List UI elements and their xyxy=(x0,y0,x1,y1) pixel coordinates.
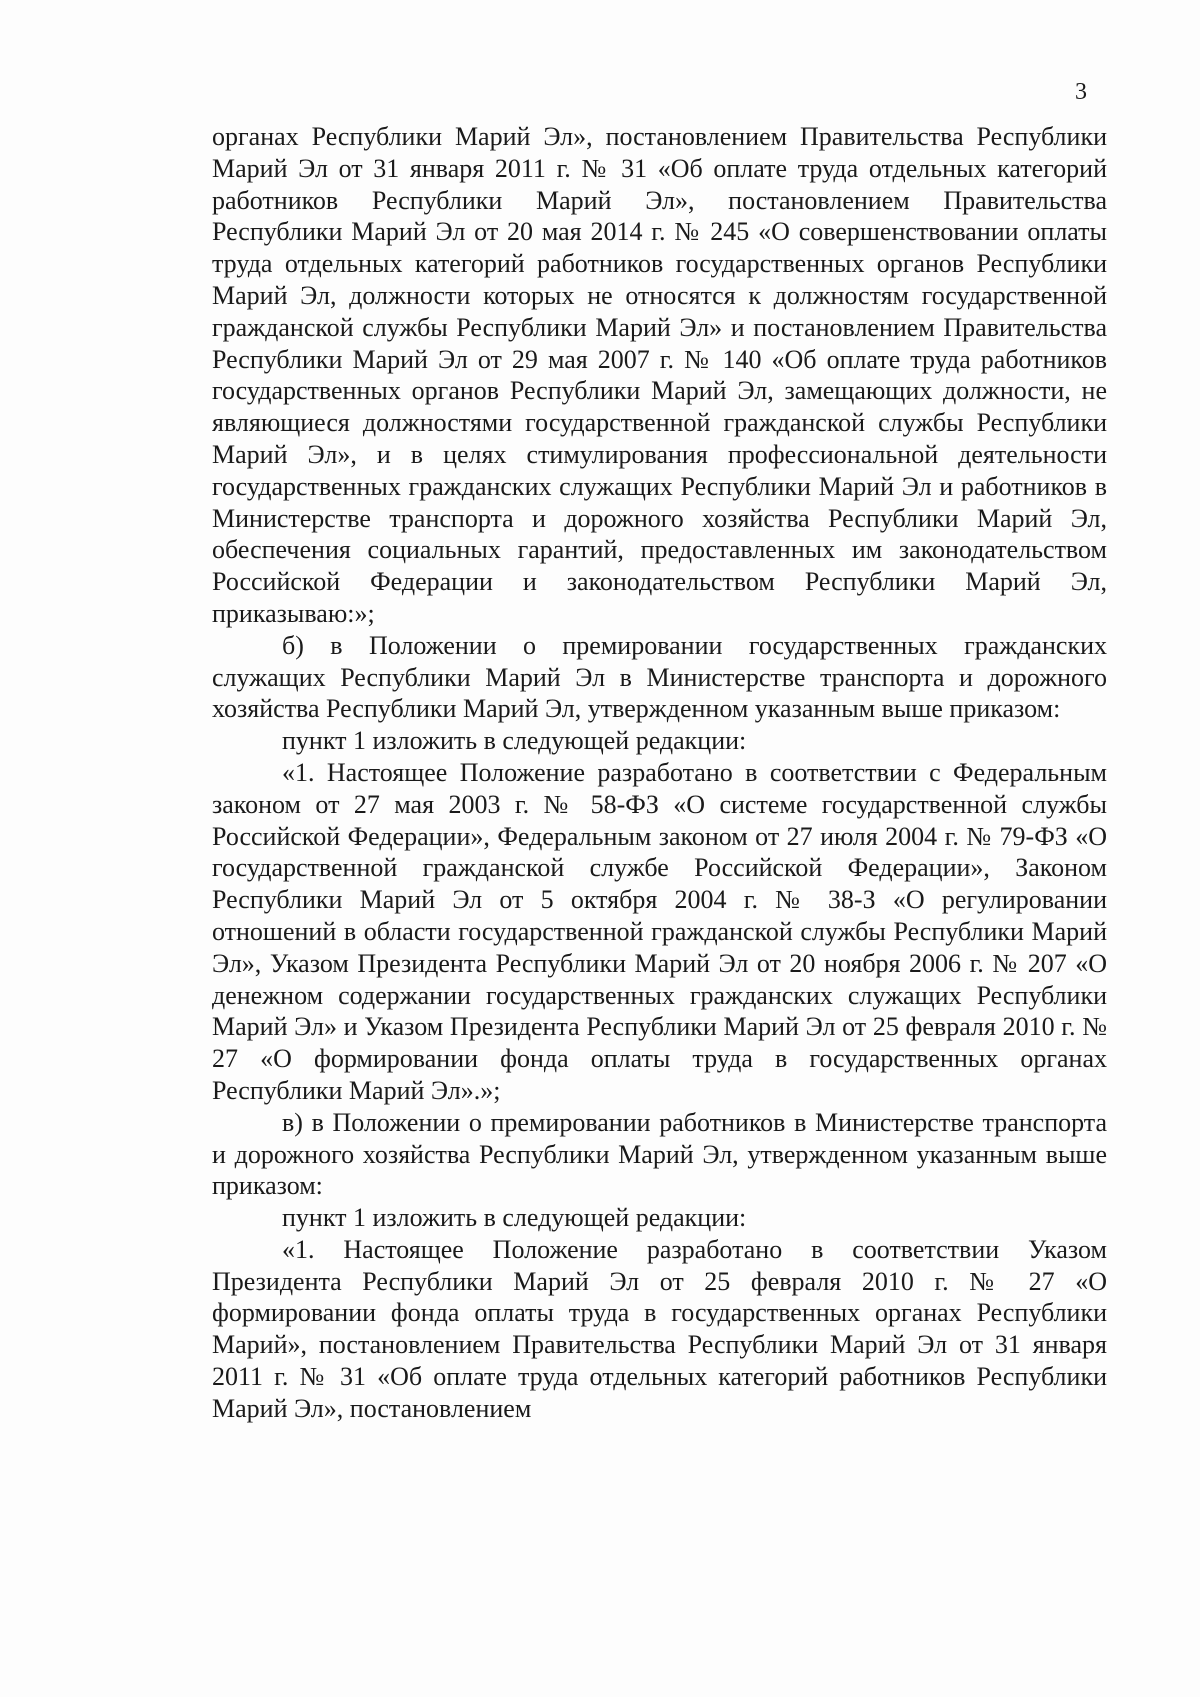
paragraph-point-1-instruction-2: пункт 1 изложить в следующей редакции: xyxy=(282,1203,747,1233)
document-body xyxy=(212,121,1107,1425)
page-number: 3 xyxy=(1075,79,1087,105)
paragraph-item-b: б) в Положении о премировании государственных гражданских служащих Республики Марий Эл в Министерстве транспорта и дорожного хозяйства Республики Марий Эл, утвержденном указанным выше приказом: xyxy=(212,630,1107,724)
paragraph-point-1-text-2: «1. Настоящее Положение разработано в соответствии Указом Президента Республики Марий Эл от 25 февраля 2010 г. № 27 «О формировании фонда оплаты труда в государственных органах Республики Марий», постановлением Правительства Республики Марий Эл от 31 января 2011 г. № 31 «Об оплате труда отдельных категорий работников Республики Марий Эл», постановлением xyxy=(212,1234,1107,1423)
paragraph-item-v: в) в Положении о премировании работников в Министерстве транспорта и дорожного хозяйства Республики Марий Эл, утвержденном указанным выше приказом: xyxy=(212,1107,1107,1201)
paragraph-point-1-text: «1. Настоящее Положение разработано в соответствии с Федеральным законом от 27 мая 2003 г. № 58-ФЗ «О системе государственной службы Российской Федерации», Федеральным законом от 27 июля 2004 г. № 79-ФЗ «О государственной гражданской службе Российской Федерации», Законом Республики Марий Эл от 5 октября 2004 г. № 38-З «О регулировании отношений в области государственной гражданской службы Республики Марий Эл», Указом Президента Республики Марий Эл от 20 ноября 2006 г. № 207 «О денежном содержании государственных гражданских служащих Республики Марий Эл» и Указом Президента Республики Марий Эл от 25 февраля 2010 г. № 27 «О формировании фонда оплаты труда в государственных органах Республики Марий Эл».»; xyxy=(212,757,1107,1105)
paragraph-preamble-continuation: органах Республики Марий Эл», постановлением Правительства Республики Марий Эл от 31 января 2011 г. № 31 «Об оплате труда отдельных категорий работников Республики Марий Эл», постановлением Правительства Республики Марий Эл от 20 мая 2014 г. № 245 «О совершенствовании оплаты труда отдельных категорий работников государственных органов Республики Марий Эл, должности которых не относятся к должностям государственной гражданской службы Республики Марий Эл» и постановлением Правительства Республики Марий Эл от 29 мая 2007 г. № 140 «Об оплате труда работников государственных органов Республики Марий Эл, замещающих должности, не являющиеся должностями государственной гражданской службы Республики Марий Эл», и в целях стимулирования профессиональной деятельности государственных гражданских служащих Республики Марий Эл и работников в Министерстве транспорта и дорожного хозяйства Республики Марий Эл, обеспечения социальных гарантий, предоставленных им законодательством Российской Федерации и законодательством Республики Марий Эл, приказываю:»; xyxy=(212,122,1107,628)
paragraph-point-1-instruction: пункт 1 изложить в следующей редакции: xyxy=(282,726,747,756)
